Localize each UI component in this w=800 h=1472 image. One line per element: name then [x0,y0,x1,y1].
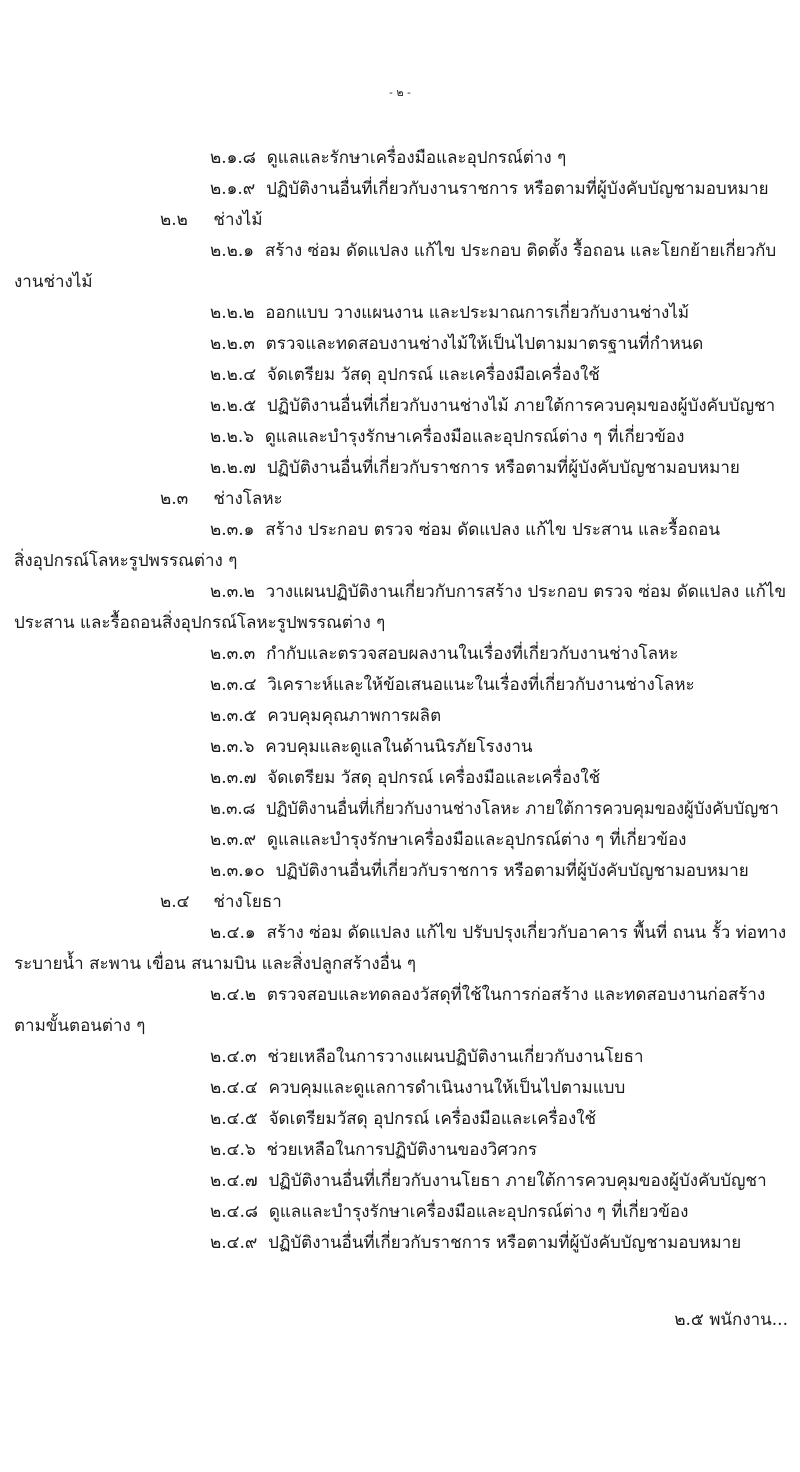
item-number: ๒.๓.๑๐ [210,861,265,881]
list-item [210,856,749,886]
item-text-continuation: ประสาน และรื้อถอนสิ่งอุปกรณ์โลหะรูปพรรณต่าง ๆ [14,613,386,633]
list-item [210,422,684,452]
list-item [210,1042,644,1072]
item-text: ปฏิบัติงานอื่นที่เกี่ยวกับงานโยธา ภายใต้การควบคุมของผู้บังคับบัญชา [268,1171,767,1191]
item-text: ควบคุมคุณภาพการผลิต [267,706,442,726]
section-number: ๒.๔ [160,892,190,912]
item-number: ๒.๓.๑ [210,520,255,540]
item-number: ๒.๒.๑ [210,241,255,261]
list-item [210,577,786,607]
item-number: ๒.๔.๗ [210,1171,258,1191]
list-item [210,980,765,1010]
list-item [210,1166,767,1196]
page-number: - ๒ - [389,86,411,99]
list-item [210,360,600,390]
item-text: ดูแลและบำรุงรักษาเครื่องมือและอุปกรณ์ต่าง ๆ ที่เกี่ยวข้อง [268,1202,689,1222]
item-text: ปฏิบัติงานอื่นที่เกี่ยวกับราชการ หรือตามที่ผู้บังคับบัญชามอบหมาย [268,1233,742,1253]
list-item [210,763,600,793]
item-number: ๒.๒.๗ [210,458,257,478]
item-text: ปฏิบัติงานอื่นที่เกี่ยวกับงานราชการ หรือตามที่ผู้บังคับบัญชามอบหมาย [266,179,769,199]
section-number: ๒.๒ [160,210,188,230]
section-title: ช่างโลหะ [213,489,283,509]
item-number: ๒.๔.๔ [210,1078,258,1098]
item-number: ๒.๔.๙ [210,1233,258,1253]
item-number: ๒.๔.๒ [210,985,257,1005]
item-number: ๒.๓.๔ [210,675,257,695]
item-number: ๒.๒.๖ [210,427,255,447]
item-number: ๒.๒.๔ [210,365,257,385]
item-number: ๒.๔.๕ [210,1109,258,1129]
item-text: สร้าง ประกอบ ตรวจ ซ่อม ดัดแปลง แก้ไข ประสาน และรื้อถอน [265,520,720,540]
item-text: ปฏิบัติงานอื่นที่เกี่ยวกับงานช่างไม้ ภายใต้การควบคุมของผู้บังคับบัญชา [266,396,776,416]
list-item [210,794,779,824]
item-number: ๒.๔.๘ [210,1202,258,1222]
list-item [210,453,740,483]
item-text: ปฏิบัติงานอื่นที่เกี่ยวกับราชการ หรือตามที่ผู้บังคับบัญชามอบหมาย [266,458,740,478]
list-item [210,825,687,855]
list-item [210,1104,596,1134]
item-number: ๒.๔.๑ [210,923,256,943]
item-text: ดูแลและบำรุงรักษาเครื่องมือและอุปกรณ์ต่าง ๆ ที่เกี่ยวข้อง [266,830,687,850]
item-number: ๒.๒.๕ [210,396,257,416]
list-item [210,670,695,700]
item-text: ออกแบบ วางแผนงาน และประมาณการเกี่ยวกับงานช่างไม้ [265,303,690,323]
item-number: ๒.๒.๒ [210,303,255,323]
item-text: ควบคุมและดูแลการดำเนินงานให้เป็นไปตามแบบ [268,1078,626,1098]
item-text: ดูแลและรักษาเครื่องมือและอุปกรณ์ต่าง ๆ [266,148,567,168]
item-text: ตรวจสอบและทดลองวัสดุที่ใช้ในการก่อสร้าง และทดสอบงานก่อสร้าง [266,985,766,1005]
item-text-continuation: งานช่างไม้ [14,272,93,292]
item-text: จัดเตรียมวัสดุ อุปกรณ์ เครื่องมือและเครื่องใช้ [268,1109,597,1129]
item-number: ๒.๓.๒ [210,582,255,602]
item-text: จัดเตรียม วัสดุ อุปกรณ์ และเครื่องมือเครื่องใช้ [266,365,600,385]
item-text: ปฏิบัติงานอื่นที่เกี่ยวกับราชการ หรือตามที่ผู้บังคับบัญชามอบหมาย [275,861,749,881]
item-text: กำกับและตรวจสอบผลงานในเรื่องที่เกี่ยวกับงานช่างโลหะ [266,644,679,664]
list-item [210,639,678,669]
item-number: ๒.๒.๓ [210,334,255,354]
list-item [210,1228,741,1258]
item-text: ช่วยเหลือในการปฏิบัติงานของวิศวกร [266,1140,538,1160]
item-text-continuation: ตามขั้นตอนต่าง ๆ [14,1016,146,1036]
list-item [210,391,775,421]
section-title: ช่างไม้ [213,210,263,230]
item-number: ๒.๓.๘ [210,799,256,818]
item-number: ๒.๓.๗ [210,768,257,788]
list-item [210,298,689,328]
list-item [210,1197,688,1227]
list-item [210,1073,625,1103]
item-number: ๒.๔.๓ [210,1047,257,1067]
item-number: ๒.๓.๖ [210,737,255,757]
section-heading [160,887,282,917]
section-heading [160,484,283,514]
item-text: ควบคุมและดูแลในด้านนิรภัยโรงงาน [265,737,533,757]
item-text: ดูแลและบำรุงรักษาเครื่องมือและอุปกรณ์ต่าง ๆ ที่เกี่ยวข้อง [264,427,685,447]
list-item [210,1135,537,1165]
item-text: วิเคราะห์และให้ข้อเสนอแนะในเรื่องที่เกี่ยวกับงานช่างโลหะ [267,675,695,695]
section-title: ช่างโยธา [213,892,282,912]
item-text: ช่วยเหลือในการวางแผนปฏิบัติงานเกี่ยวกับงานโยธา [267,1047,644,1067]
list-item [210,515,720,545]
section-number: ๒.๓ [160,489,189,509]
item-number: ๒.๓.๓ [210,644,256,664]
list-item [210,174,769,204]
item-number: ๒.๔.๖ [210,1140,256,1160]
list-item [210,701,441,731]
list-item [210,329,703,359]
item-text: ปฏิบัติงานอื่นที่เกี่ยวกับงานช่างโลหะ ภายใต้การควบคุมของผู้บังคับบัญชา [265,799,779,818]
list-item [210,143,566,173]
item-text: สร้าง ซ่อม ดัดแปลง แก้ไข ประกอบ ติดตั้ง รื้อถอน และโยกย้ายเกี่ยวกับ [264,241,777,261]
item-number: ๒.๑.๙ [210,179,256,199]
item-text: วางแผนปฏิบัติงานเกี่ยวกับการสร้าง ประกอบ ตรวจ ซ่อม ดัดแปลง แก้ไข [265,582,787,602]
continuation-marker: ๒.๕ พนักงาน... [674,1310,788,1330]
item-text: จัดเตรียม วัสดุ อุปกรณ์ เครื่องมือและเครื่องใช้ [267,768,601,788]
section-heading [160,205,263,235]
list-item [210,918,786,948]
item-text: ตรวจและทดสอบงานช่างไม้ให้เป็นไปตามมาตรฐานที่กำหนด [265,334,704,354]
item-text-continuation: ระบายน้ำ สะพาน เขื่อน สนามบิน และสิ่งปลูกสร้างอื่น ๆ [14,954,417,974]
item-text: สร้าง ซ่อม ดัดแปลง แก้ไข ปรับปรุงเกี่ยวกับอาคาร พื้นที่ ถนน รั้ว ท่อทาง [266,923,787,943]
item-number: ๒.๓.๙ [210,830,257,850]
item-text-continuation: สิ่งอุปกรณ์โลหะรูปพรรณต่าง ๆ [14,551,238,571]
item-number: ๒.๓.๕ [210,706,257,726]
list-item [210,732,533,762]
list-item [210,236,776,266]
item-number: ๒.๑.๘ [210,148,256,168]
